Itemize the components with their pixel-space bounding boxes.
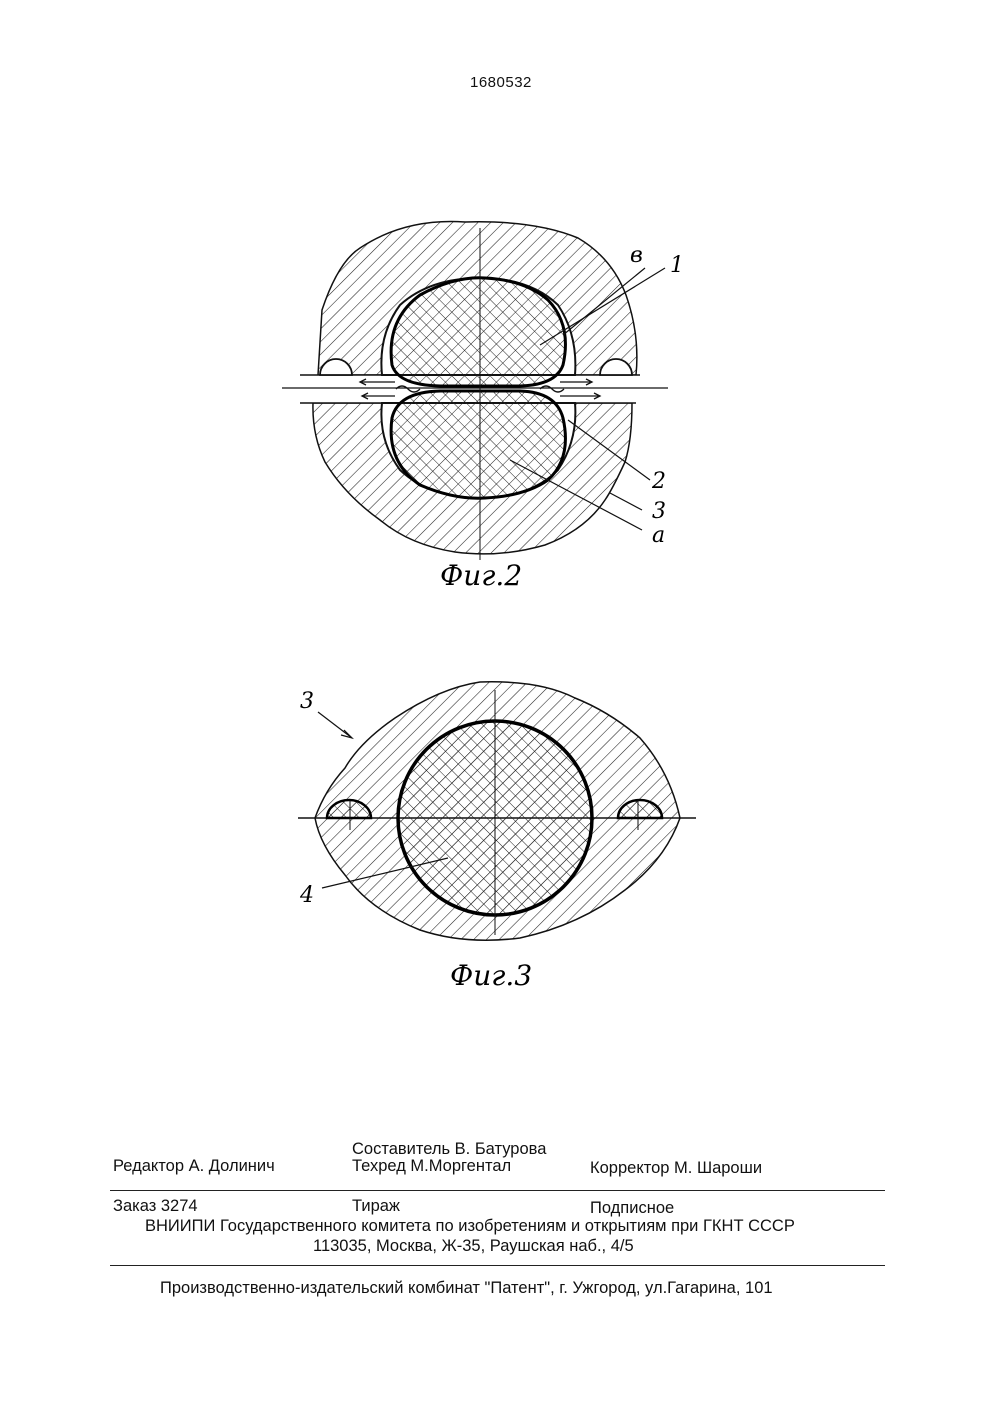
fig3-caption: Фиг.3	[450, 959, 533, 992]
fig2-lower-seal	[391, 391, 565, 498]
patent-number: 1680532	[470, 74, 532, 91]
address: 113035, Москва, Ж-35, Раушская наб., 4/5	[313, 1237, 634, 1255]
figure-3	[298, 682, 696, 992]
rule-2	[110, 1265, 885, 1266]
fig2-label-a: а	[652, 523, 666, 548]
circulation: Тираж	[352, 1197, 400, 1215]
compiler: Составитель В. Батурова	[352, 1140, 547, 1158]
fig3-label-4: 4	[300, 883, 314, 908]
techred: Техред М.Моргентал	[352, 1157, 512, 1175]
corrector: Корректор М. Шароши	[590, 1159, 763, 1177]
fig2-label-b: в	[630, 243, 643, 268]
fig2-label-1: 1	[670, 253, 684, 278]
fig2-caption: Фиг.2	[440, 559, 523, 592]
figure-2	[282, 222, 684, 592]
fig2-label-3: 3	[652, 499, 666, 524]
publisher: Производственно-издательский комбинат "Патент", г. Ужгород, ул.Гагарина, 101	[160, 1279, 773, 1297]
organization: ВНИИПИ Государственного комитета по изобретениям и открытиям при ГКНТ СССР	[145, 1217, 795, 1235]
editor: Редактор А. Долинич	[113, 1157, 275, 1175]
rule-1	[110, 1190, 885, 1191]
fig3-label-3: 3	[300, 689, 314, 714]
order: Заказ 3274	[113, 1197, 198, 1215]
subscription: Подписное	[590, 1199, 675, 1217]
fig2-label-2: 2	[652, 469, 666, 494]
